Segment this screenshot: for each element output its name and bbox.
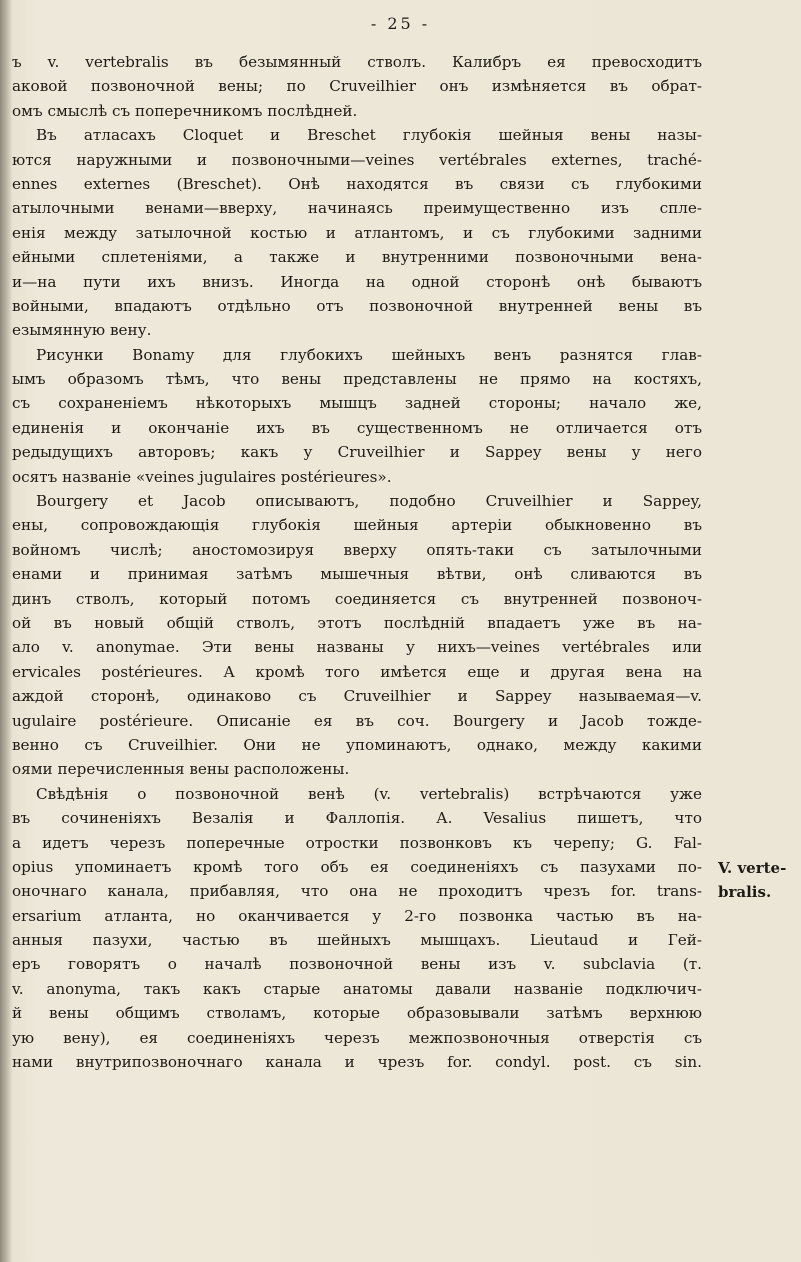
text-line: войномъ числѣ; аностомозируя вверху опять-таки съ затылочными [12,540,702,559]
text-line: v. anonyma, такъ какъ старые анатомы давали названіе подключич- [12,979,702,998]
text-line: ейными сплетеніями, а также и внутренними позвоночными вена- [12,248,702,267]
text-line: анныя пазухи, частью въ шейныхъ мышцахъ. Lieutaud и Гей- [12,931,702,950]
text-line: динъ стволъ, который потомъ соединяется съ внутренней позвоноч- [12,589,702,608]
text-line: омъ смыслѣ съ поперечникомъ послѣдней. [12,101,358,120]
text-line: оночнаго канала, прибавляя, что она не проходитъ чрезъ for. trans- [12,882,702,901]
text-line: а идетъ черезъ поперечные отростки позвонковъ къ черепу; G. Fal- [12,833,702,852]
text-line: ало v. anonymae. Эти вены названы у нихъ—veines vertébrales или [12,638,702,657]
text-line: енами и принимая затѣмъ мышечныя вѣтви, онѣ сливаются въ [12,565,702,584]
text-line: енія между затылочной костью и атлантомъ, и съ глубокими задними [12,223,702,242]
text-line: аковой позвоночной вены; по Cruveilhier онъ измѣняется въ обрат- [12,77,702,96]
text-line: нами внутрипозвоночнаго канала и чрезъ for. condyl. post. съ sin. [12,1053,702,1072]
text-line: венно съ Cruveilhier. Они не упоминаютъ, однако, между какими [12,735,702,754]
text-line: езымянную вену. [12,321,152,340]
text-line: ются наружными и позвоночными—veines vertébrales externes, traché- [12,150,702,169]
text-line: еръ говорятъ о началѣ позвоночной вены изъ v. subclavia (т. [12,955,702,974]
text-line: ую вену), ея соединеніяхъ черезъ межпозвоночныя отверстія съ [12,1028,702,1047]
text-line: ены, сопровождающія глубокія шейныя артеріи обыкновенно въ [12,516,702,535]
text-line: ugulaire postérieure. Описаніе ея въ соч. Bourgery и Jacob тожде- [12,711,702,730]
text-line: ennes externes (Breschet). Онѣ находятся въ связи съ глубокими [12,174,702,193]
text-line: войными, впадаютъ отдѣльно отъ позвоночной внутренней вены въ [12,296,702,315]
text-line: оями перечисленныя вены расположены. [12,760,350,779]
binding-shadow [0,0,12,1262]
text-line: Рисунки Bonamy для глубокихъ шейныхъ венъ разнятся глав- [36,345,702,364]
margin-note-line: bralis. [718,883,772,901]
text-line: атылочными венами—вверху, начинаясь преимущественно изъ спле- [12,199,702,218]
margin-note [718,856,798,904]
text-line: въ сочиненіяхъ Везалія и Фаллопія. А. Vesalius пишетъ, что [12,809,702,828]
margin-note-line: V. verte- [718,859,787,877]
text-line: й вены общимъ стволамъ, которые образовывали затѣмъ верхнюю [12,1004,702,1023]
text-line: ersarium атланта, но оканчивается у 2-го позвонка частью въ на- [12,906,702,925]
text-line: ой въ новый общій стволъ, этотъ послѣдній впадаетъ уже въ на- [12,613,702,632]
text-line: аждой сторонѣ, одинаково съ Cruveilhier и Sappey называемая—v. [12,687,702,706]
text-line: opius упоминаетъ кромѣ того объ ея соединеніяхъ съ пазухами по- [12,857,702,876]
text-line: Въ атласахъ Cloquet и Breschet глубокія шейныя вены назы- [36,126,702,145]
text-line: ervicales postérieures. А кромѣ того имѣется еще и другая вена на [12,662,702,681]
text-line: осятъ названіе «veines jugulaires postérieures». [12,467,392,486]
text-line: ъ v. vertebralis въ безымянный стволъ. Калибръ ея превосходитъ [12,53,702,71]
body-text [12,50,702,1074]
text-line: единенія и окончаніе ихъ въ существенномъ не отличается отъ [12,418,702,437]
text-line: съ сохраненіемъ нѣкоторыхъ мышцъ задней стороны; начало же, [12,394,702,413]
text-line: ымъ образомъ тѣмъ, что вены представлены не прямо на костяхъ, [12,370,702,389]
text-line: Bourgery et Jacob описываютъ, подобно Cruveilhier и Sappey, [36,492,702,511]
text-line: редыдущихъ авторовъ; какъ у Cruveilhier и Sappey вены у него [12,443,702,462]
text-line: Свѣдѣнія о позвоночной венѣ (v. vertebralis) встрѣчаются уже [36,784,702,803]
page-number: - 25 - [370,14,431,33]
text-line: и—на пути ихъ внизъ. Иногда на одной сторонѣ онѣ бываютъ [12,272,702,291]
